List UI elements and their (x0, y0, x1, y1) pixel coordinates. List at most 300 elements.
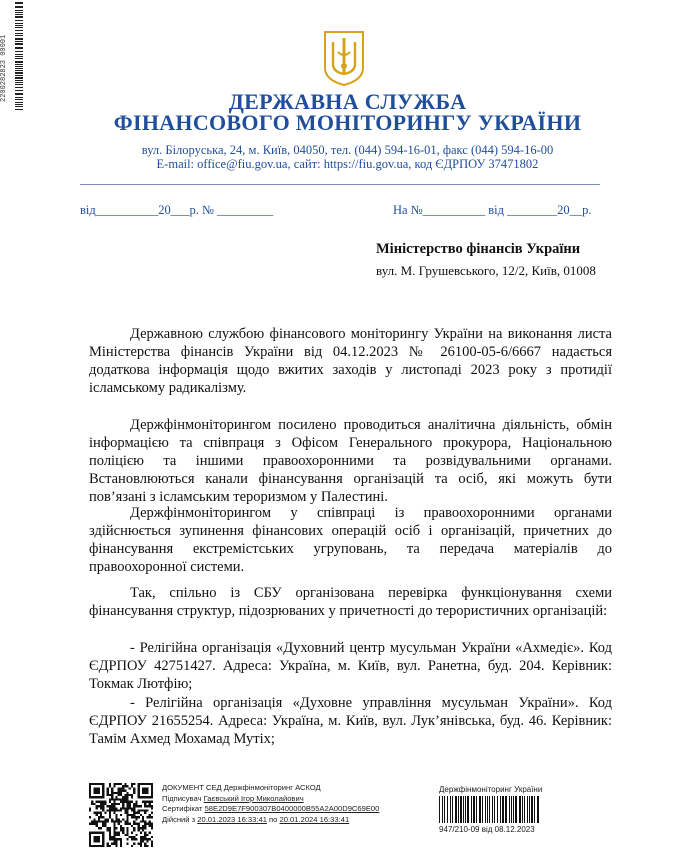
qr-module (96, 812, 98, 814)
qr-module (120, 794, 122, 796)
qr-module (131, 832, 133, 834)
valid-to: 20.01.2024 16:33:41 (279, 814, 350, 824)
qr-module (151, 801, 153, 803)
qr-module (127, 823, 129, 825)
qr-module (138, 805, 140, 807)
qr-module (100, 814, 102, 816)
qr-module (109, 832, 111, 834)
qr-module (109, 827, 111, 829)
qr-finder-part (89, 845, 104, 847)
qr-module (115, 832, 117, 834)
qr-module (109, 812, 111, 814)
qr-module (109, 809, 111, 811)
qr-module (124, 807, 126, 809)
qr-module (133, 787, 135, 789)
qr-module (127, 812, 129, 814)
qr-module (107, 794, 109, 796)
qr-module (89, 816, 91, 818)
qr-finder-part (138, 796, 153, 798)
barcode-bar (502, 796, 504, 823)
qr-module (124, 809, 126, 811)
recipient-address: вул. М. Грушевського, 12/2, Київ, 01008 (376, 263, 596, 278)
qr-module (122, 790, 124, 792)
qr-module (151, 843, 153, 845)
qr-module (131, 845, 133, 847)
qr-module (120, 825, 122, 827)
qr-module (111, 796, 113, 798)
qr-module (140, 814, 142, 816)
qr-module (111, 818, 113, 820)
qr-module (124, 823, 126, 825)
qr-module (129, 794, 131, 796)
qr-module (102, 801, 104, 803)
qr-module (122, 805, 124, 807)
qr-code-icon (89, 783, 153, 847)
signer-label: Підписувач (162, 793, 204, 803)
qr-module (131, 794, 133, 796)
qr-module (118, 838, 120, 840)
body-paragraph: Так, спільно із СБУ організована перевірка функціонування схеми фінансування структур, підозрюваних у причетності до терористичних організацій: (89, 585, 612, 619)
qr-module (122, 807, 124, 809)
qr-module (146, 823, 148, 825)
qr-module (149, 801, 151, 803)
qr-module (142, 829, 144, 831)
qr-module (127, 821, 129, 823)
qr-module (115, 783, 117, 785)
qr-module (151, 816, 153, 818)
qr-module (124, 821, 126, 823)
qr-module (149, 825, 151, 827)
qr-module (115, 796, 117, 798)
org-name-line2: ФІНАНСОВОГО МОНІТОРИНГУ УКРАЇНИ (113, 110, 582, 135)
org-address: вул. Білоруська, 24, м. Київ, 04050, тел. (044) 594-16-01, факс (044) 594-16-00 (141, 143, 554, 157)
qr-module (109, 838, 111, 840)
signer-name: Гаєвський Ігор Миколайович (203, 793, 304, 803)
qr-module (144, 834, 146, 836)
qr-module (100, 803, 102, 805)
barcode-registration-number: 947/210-09 від 08.12.2023 (439, 825, 535, 834)
qr-module (133, 783, 135, 785)
qr-module (93, 818, 95, 820)
qr-module (118, 803, 120, 805)
qr-module (109, 814, 111, 816)
qr-module (113, 840, 115, 842)
qr-module (109, 816, 111, 818)
barcode-bar (465, 796, 466, 823)
qr-module (127, 834, 129, 836)
qr-module (131, 796, 133, 798)
qr-module (111, 794, 113, 796)
qr-module (104, 801, 106, 803)
qr-module (104, 818, 106, 820)
qr-module (124, 812, 126, 814)
qr-module (111, 792, 113, 794)
qr-module (122, 796, 124, 798)
qr-module (107, 787, 109, 789)
qr-module (140, 838, 142, 840)
qr-module (122, 801, 124, 803)
qr-module (98, 821, 100, 823)
barcode-bar (485, 796, 486, 823)
qr-module (140, 843, 142, 845)
qr-module (109, 785, 111, 787)
qr-module (146, 840, 148, 842)
qr-module (149, 805, 151, 807)
qr-module (113, 809, 115, 811)
qr-module (118, 834, 120, 836)
qr-module (118, 783, 120, 785)
qr-module (111, 790, 113, 792)
qr-module (131, 783, 133, 785)
qr-module (115, 827, 117, 829)
qr-module (111, 805, 113, 807)
qr-module (127, 843, 129, 845)
qr-module (149, 803, 151, 805)
qr-module (113, 792, 115, 794)
qr-module (146, 834, 148, 836)
qr-module (149, 816, 151, 818)
qr-module (104, 823, 106, 825)
qr-module (93, 812, 95, 814)
qr-module (98, 812, 100, 814)
qr-module (133, 807, 135, 809)
barcode-bar (447, 796, 448, 823)
qr-module (127, 814, 129, 816)
qr-module (109, 834, 111, 836)
barcode-bar (500, 796, 501, 823)
qr-module (151, 805, 153, 807)
qr-module (118, 790, 120, 792)
valid-from: 20.01.2023 16:33:41 (197, 814, 267, 824)
qr-module (131, 807, 133, 809)
qr-module (142, 818, 144, 820)
qr-module (146, 805, 148, 807)
qr-module (120, 845, 122, 847)
qr-module (102, 805, 104, 807)
qr-module (151, 807, 153, 809)
recipient-name: Міністерство фінансів України (376, 241, 581, 257)
qr-module (96, 821, 98, 823)
qr-module (115, 834, 117, 836)
qr-module (102, 821, 104, 823)
qr-module (127, 796, 129, 798)
incoming-reference-field: На №__________ від ________20__р. (393, 203, 592, 217)
qr-module (122, 785, 124, 787)
qr-module (91, 803, 93, 805)
qr-module (140, 809, 142, 811)
qr-module (89, 807, 91, 809)
barcode-bar (492, 796, 493, 823)
barcode-bar (519, 796, 521, 823)
qr-module (100, 816, 102, 818)
qr-module (151, 812, 153, 814)
qr-module (149, 823, 151, 825)
qr-module (129, 807, 131, 809)
qr-module (133, 809, 135, 811)
qr-module (127, 807, 129, 809)
barcode-bar (467, 796, 469, 823)
qr-module (118, 809, 120, 811)
qr-module (146, 838, 148, 840)
qr-module (142, 836, 144, 838)
qr-module (115, 803, 117, 805)
body-paragraph: Держфінмоніторингом у співпраці із правоохоронними органами здійснюється зупинення фінансових операцій осіб і організацій, причетних до фінансування екстремістських угруповань, та передача матеріалів до правоохоронної системи. (89, 505, 612, 575)
qr-module (144, 832, 146, 834)
qr-module (96, 825, 98, 827)
qr-module (113, 843, 115, 845)
qr-finder-part (89, 796, 104, 798)
qr-module (113, 801, 115, 803)
qr-module (120, 798, 122, 800)
qr-module (111, 787, 113, 789)
org-contacts: E-mail: office@fiu.gov.ua, сайт: https://fiu.gov.ua, код ЄДРПОУ 37471802 (156, 157, 539, 171)
qr-module (120, 809, 122, 811)
qr-module (118, 798, 120, 800)
qr-module (109, 805, 111, 807)
side-document-code: 2200282823 00001 (0, 34, 8, 102)
qr-module (111, 843, 113, 845)
barcode-bar (497, 796, 498, 823)
qr-module (118, 794, 120, 796)
qr-module (140, 840, 142, 842)
qr-module (135, 818, 137, 820)
qr-module (138, 829, 140, 831)
qr-finder-part (89, 783, 104, 785)
barcode-bar (527, 796, 528, 823)
barcode-bar (452, 796, 453, 823)
qr-module (93, 803, 95, 805)
qr-module (129, 814, 131, 816)
qr-module (115, 809, 117, 811)
qr-module (144, 823, 146, 825)
qr-module (131, 809, 133, 811)
barcode-bar (537, 796, 539, 823)
qr-module (149, 821, 151, 823)
qr-module (120, 829, 122, 831)
qr-module (149, 814, 151, 816)
barcode-bar (444, 796, 445, 823)
qr-module (109, 794, 111, 796)
qr-module (120, 790, 122, 792)
digital-signature-stamp (162, 783, 379, 825)
qr-module (107, 843, 109, 845)
qr-module (118, 787, 120, 789)
qr-module (102, 823, 104, 825)
qr-module (115, 792, 117, 794)
qr-module (127, 794, 129, 796)
qr-module (146, 801, 148, 803)
qr-module (113, 832, 115, 834)
qr-module (131, 801, 133, 803)
qr-module (124, 794, 126, 796)
qr-module (107, 809, 109, 811)
qr-module (96, 814, 98, 816)
qr-module (98, 818, 100, 820)
qr-module (133, 823, 135, 825)
qr-module (96, 823, 98, 825)
body-paragraph: Державною службою фінансового моніторингу України на виконання листа Міністерства фінансів України від 04.12.2023 № 26100-05-6/6667 надається додаткова інформація щодо вжитих заходів у листопаді 2023 року з протидії ісламському радикалізму. (89, 326, 612, 396)
qr-module (151, 836, 153, 838)
qr-module (120, 840, 122, 842)
qr-module (131, 814, 133, 816)
qr-module (98, 816, 100, 818)
qr-module (144, 812, 146, 814)
qr-module (127, 818, 129, 820)
barcode-bar (479, 796, 481, 823)
barcode-bar (534, 796, 535, 823)
qr-module (127, 832, 129, 834)
qr-module (135, 801, 137, 803)
qr-module (142, 827, 144, 829)
qr-module (113, 825, 115, 827)
qr-module (91, 801, 93, 803)
qr-module (89, 823, 91, 825)
qr-module (133, 805, 135, 807)
qr-module (127, 785, 129, 787)
outgoing-registration-field: від__________20___р. № _________ (80, 203, 274, 217)
qr-module (146, 816, 148, 818)
qr-module (118, 821, 120, 823)
qr-module (151, 823, 153, 825)
barcode-bar (473, 796, 475, 823)
qr-module (142, 825, 144, 827)
qr-module (100, 805, 102, 807)
qr-finder-part (89, 832, 104, 834)
qr-module (102, 809, 104, 811)
qr-module (127, 838, 129, 840)
qr-finder-part (142, 787, 149, 794)
qr-module (133, 814, 135, 816)
qr-finder-part (138, 783, 153, 785)
qr-module (113, 807, 115, 809)
barcode-bar (515, 796, 517, 823)
qr-module (113, 829, 115, 831)
qr-finder-part (102, 783, 104, 798)
qr-module (124, 834, 126, 836)
qr-module (120, 838, 122, 840)
qr-module (122, 787, 124, 789)
qr-module (127, 803, 129, 805)
qr-module (127, 798, 129, 800)
qr-module (133, 829, 135, 831)
barcode-bar (463, 796, 464, 823)
org-name-line1: ДЕРЖАВНА СЛУЖБА (228, 89, 467, 114)
qr-module (124, 796, 126, 798)
barcode-bar (511, 796, 512, 823)
qr-module (144, 838, 146, 840)
qr-module (113, 798, 115, 800)
barcode-bar (450, 796, 451, 823)
barcode-bar (524, 796, 525, 823)
qr-module (89, 809, 91, 811)
barcode-organization: Держфінмоніторинг України (439, 785, 543, 794)
qr-module (124, 783, 126, 785)
qr-module (151, 827, 153, 829)
qr-module (109, 845, 111, 847)
qr-module (142, 840, 144, 842)
qr-module (122, 827, 124, 829)
qr-finder-part (93, 787, 100, 794)
certificate-label: Сертифікат (162, 804, 205, 813)
qr-module (133, 843, 135, 845)
qr-module (113, 805, 115, 807)
qr-module (113, 836, 115, 838)
qr-module (113, 783, 115, 785)
qr-module (113, 834, 115, 836)
qr-module (104, 821, 106, 823)
qr-module (127, 801, 129, 803)
qr-module (104, 812, 106, 814)
qr-module (115, 845, 117, 847)
qr-module (109, 829, 111, 831)
qr-module (142, 816, 144, 818)
qr-module (127, 827, 129, 829)
qr-module (122, 803, 124, 805)
qr-module (120, 783, 122, 785)
organization-list-item: - Релігійна організація «Духовний центр мусульман України «Ахмедіє». Код ЄДРПОУ 42751427. Адреса: Україна, м. Київ, вул. Ранетна, буд. 204. Керівник: Токмак Лютфію; (89, 640, 612, 692)
qr-finder-part (151, 783, 153, 798)
qr-module (144, 827, 146, 829)
qr-module (104, 825, 106, 827)
qr-module (144, 809, 146, 811)
qr-module (138, 809, 140, 811)
qr-module (107, 818, 109, 820)
qr-module (100, 801, 102, 803)
qr-module (120, 827, 122, 829)
qr-module (127, 829, 129, 831)
qr-module (122, 832, 124, 834)
qr-module (124, 790, 126, 792)
qr-module (111, 803, 113, 805)
qr-module (129, 801, 131, 803)
qr-module (142, 801, 144, 803)
barcode-bar (439, 796, 440, 823)
qr-module (122, 829, 124, 831)
qr-module (109, 783, 111, 785)
qr-module (120, 787, 122, 789)
qr-module (96, 801, 98, 803)
qr-module (111, 821, 113, 823)
qr-module (133, 803, 135, 805)
qr-module (107, 829, 109, 831)
qr-module (140, 845, 142, 847)
qr-module (133, 812, 135, 814)
qr-module (127, 816, 129, 818)
qr-module (120, 843, 122, 845)
qr-module (115, 843, 117, 845)
qr-module (109, 798, 111, 800)
document-barcode (439, 796, 543, 823)
qr-module (138, 812, 140, 814)
qr-module (111, 809, 113, 811)
qr-module (107, 805, 109, 807)
qr-module (122, 818, 124, 820)
qr-module (100, 812, 102, 814)
validity-label: Дійсний з (162, 814, 198, 824)
qr-module (120, 814, 122, 816)
qr-module (142, 838, 144, 840)
qr-module (120, 792, 122, 794)
qr-module (140, 827, 142, 829)
qr-finder-part (89, 783, 91, 798)
qr-module (113, 823, 115, 825)
qr-module (115, 816, 117, 818)
qr-module (146, 845, 148, 847)
qr-module (131, 825, 133, 827)
certificate-number: 58E2D9E7F900307B0400000B55A2A00D9C69E00 (204, 804, 380, 813)
barcode-bar (513, 796, 514, 823)
qr-module (104, 803, 106, 805)
